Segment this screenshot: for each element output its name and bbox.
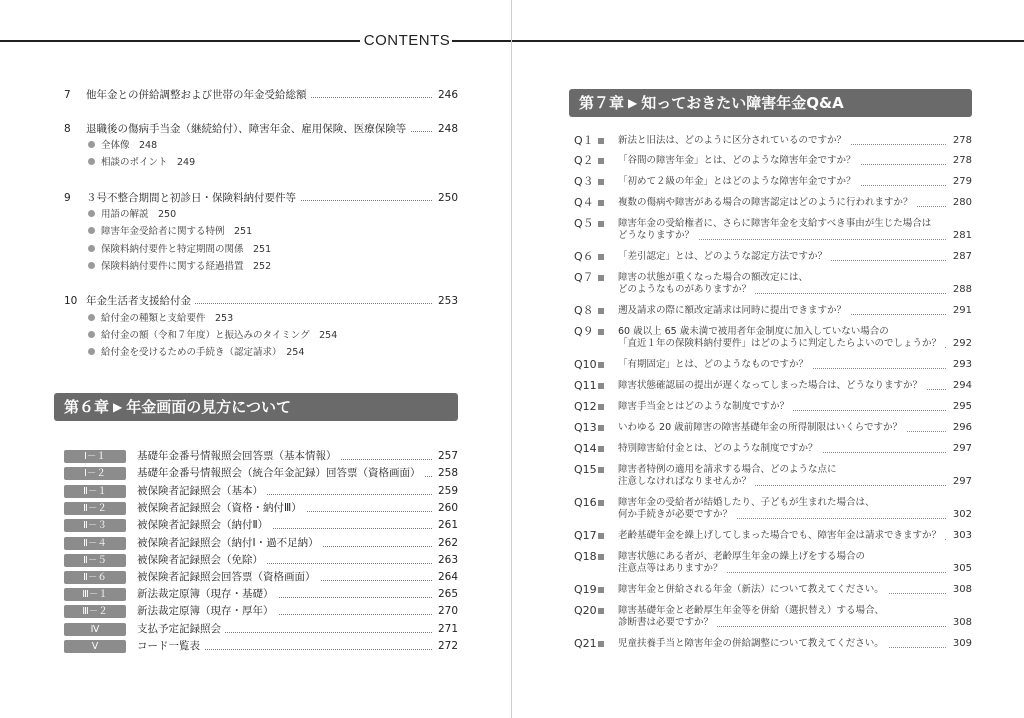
toc-section-10[interactable] <box>64 293 458 309</box>
square-bullet-icon <box>598 221 604 227</box>
screen-list-row[interactable] <box>64 569 458 586</box>
question-text: 60 歳以上 65 歳未満で被用者年金制度に加入していない場合の <box>618 326 889 337</box>
section-number: 9 <box>64 192 71 204</box>
question-text-line2: 何か手続きが必要ですか？ <box>618 508 736 522</box>
square-bullet-icon <box>598 500 604 506</box>
question-text: 障害状態にある者が、老齢厚生年金の繰上げをする場合の <box>618 551 866 562</box>
question-page: 292 <box>952 338 972 349</box>
bullet-icon <box>88 331 95 338</box>
question-page: 308 <box>952 617 972 628</box>
screen-code-badge: Ⅱ－３ <box>64 519 126 532</box>
question-text: 児童扶養手当と障害年金の併給調整について教えてください。 <box>618 637 888 651</box>
question-row[interactable] <box>574 154 972 170</box>
question-page: 309 <box>952 638 972 649</box>
screen-title: 基礎年金番号情報照会回答票（基本情報） <box>137 448 341 465</box>
page-title: CONTENTS <box>363 32 451 49</box>
question-number: Q４ <box>574 196 594 209</box>
question-text: 障害年金と併給される年金（新法）について教えてください。 <box>618 583 888 597</box>
question-page: 305 <box>952 563 972 574</box>
question-page: 303 <box>952 530 972 541</box>
square-bullet-icon <box>598 425 604 431</box>
screen-title: 新法裁定原簿（現存・基礎） <box>137 586 278 603</box>
screen-page: 270 <box>438 603 458 620</box>
screen-code-badge: Ⅱ－２ <box>64 502 126 515</box>
question-text: 老齢基礎年金を繰上げしてしまった場合でも、障害年金は請求できますか？ <box>618 529 945 543</box>
bullet-icon <box>88 158 95 165</box>
question-text: 「差引認定」とは、どのような認定方法ですか？ <box>618 250 831 264</box>
screen-page: 258 <box>438 465 458 482</box>
section-page: 250 <box>437 192 458 204</box>
question-text: 「初めて２級の年金」とはどのような障害年金ですか？ <box>618 175 860 189</box>
question-number: Q16 <box>574 496 597 509</box>
toc-subitem[interactable] <box>88 243 271 257</box>
question-number: Q20 <box>574 604 597 617</box>
question-text: 障害手当金とはどのような制度ですか？ <box>618 400 793 414</box>
section-title: 退職後の傷病手当金（継続給付）、障害年金、雇用保険、医療保険等 <box>86 121 410 137</box>
section-title: 年金生活者支援給付金 <box>86 293 195 309</box>
question-text-line2: どうなりますか？ <box>618 229 698 243</box>
screen-title: 被保険者記録照会（免除） <box>137 552 267 569</box>
square-bullet-icon <box>598 200 604 206</box>
screen-page: 264 <box>438 569 458 586</box>
header-rule-right <box>452 40 1024 42</box>
question-text: 障害基礎年金と老齢厚生年金等を併給（選択替え）する場合、 <box>618 605 885 616</box>
screen-page: 265 <box>438 586 458 603</box>
toc-subitem[interactable] <box>88 208 176 222</box>
screen-page: 262 <box>438 535 458 552</box>
question-row[interactable] <box>574 550 972 578</box>
question-page: 296 <box>952 422 972 433</box>
question-page: 291 <box>952 305 972 316</box>
question-row[interactable] <box>574 529 972 545</box>
question-text: 障害年金の受給者が結婚したり、子どもが生まれた場合は、 <box>618 497 875 508</box>
screen-page: 259 <box>438 483 458 500</box>
toc-subitem[interactable] <box>88 312 233 326</box>
screen-list-row[interactable] <box>64 483 458 500</box>
bullet-icon <box>88 314 95 321</box>
question-number: Q14 <box>574 442 597 455</box>
toc-subitem[interactable] <box>88 156 195 170</box>
question-page: 279 <box>952 176 972 187</box>
screen-page: 263 <box>438 552 458 569</box>
question-text: 複数の傷病や障害がある場合の障害認定はどのように行われますか？ <box>618 196 917 210</box>
question-text-line2: どのようなものがありますか？ <box>618 283 755 297</box>
bullet-icon <box>88 227 95 234</box>
toc-subitem[interactable] <box>88 346 304 360</box>
question-row[interactable] <box>574 379 972 395</box>
screen-title: 被保険者記録照会（納付Ⅱ） <box>137 517 272 534</box>
square-bullet-icon <box>598 404 604 410</box>
subitem-text: 給付金を受けるための手続き（認定請求） 254 <box>101 347 305 358</box>
square-bullet-icon <box>598 329 604 335</box>
square-bullet-icon <box>598 587 604 593</box>
chapter-label: 第７章 <box>579 94 625 112</box>
question-page: 302 <box>952 509 972 520</box>
subitem-text: 用語の解説 250 <box>101 209 177 220</box>
question-number: Q２ <box>574 154 594 167</box>
question-row[interactable] <box>574 271 972 299</box>
question-row[interactable] <box>574 175 972 191</box>
toc-section-7[interactable] <box>64 87 458 103</box>
question-number: Q６ <box>574 250 594 263</box>
question-text: 特別障害給付金とは、どのような制度ですか？ <box>618 442 822 456</box>
subitem-text: 相談のポイント 249 <box>101 157 196 168</box>
question-number: Q３ <box>574 175 594 188</box>
section-page: 248 <box>437 123 458 135</box>
question-number: Q21 <box>574 637 597 650</box>
question-page: 278 <box>952 135 972 146</box>
screen-title: 被保険者記録照会回答票（資格画面） <box>137 569 320 586</box>
screen-code-badge: Ⅱ－６ <box>64 571 126 584</box>
question-number: Q９ <box>574 325 594 338</box>
screen-list-row[interactable] <box>64 621 458 638</box>
question-page: 278 <box>952 155 972 166</box>
subitem-text: 保険料納付要件に関する経過措置 252 <box>101 261 272 272</box>
toc-subitem[interactable] <box>88 329 337 343</box>
screen-page: 271 <box>438 621 458 638</box>
question-text: 障害者特例の適用を請求する場合、どのような点に <box>618 464 837 475</box>
question-page: 288 <box>952 284 972 295</box>
question-row[interactable] <box>574 442 972 458</box>
question-number: Q18 <box>574 550 597 563</box>
question-number: Q10 <box>574 358 597 371</box>
subitem-text: 保険料納付要件と特定期間の関係 251 <box>101 244 272 255</box>
subitem-text: 給付金の種類と支給要件 253 <box>101 313 234 324</box>
square-bullet-icon <box>598 275 604 281</box>
screen-list-row[interactable] <box>64 448 458 465</box>
question-number: Q19 <box>574 583 597 596</box>
question-number: Q13 <box>574 421 597 434</box>
square-bullet-icon <box>598 608 604 614</box>
question-page: 295 <box>952 401 972 412</box>
question-text: 障害の状態が重くなった場合の額改定には、 <box>618 272 809 283</box>
question-row[interactable] <box>574 463 972 491</box>
question-row[interactable] <box>574 496 972 524</box>
subitem-text: 障害年金受給者に関する特例 251 <box>101 226 253 237</box>
chapter-6-heading[interactable] <box>54 393 458 421</box>
question-row[interactable] <box>574 134 972 150</box>
screen-title: コード一覧表 <box>137 638 204 655</box>
question-row[interactable] <box>574 217 972 245</box>
screen-code-badge: Ⅱ－１ <box>64 485 126 498</box>
question-row[interactable] <box>574 358 972 374</box>
question-page: 293 <box>952 359 972 370</box>
question-row[interactable] <box>574 325 972 353</box>
chapter-title: 年金画面の見方について <box>126 398 291 416</box>
screen-page: 257 <box>438 448 458 465</box>
section-title: ３号不整合期間と初診日・保険料納付要件等 <box>86 190 300 206</box>
square-bullet-icon <box>598 362 604 368</box>
screen-code-badge: Ⅴ <box>64 640 126 653</box>
screen-title: 被保険者記録照会（基本） <box>137 483 267 500</box>
bullet-icon <box>88 348 95 355</box>
square-bullet-icon <box>598 138 604 144</box>
question-page: 297 <box>952 443 972 454</box>
question-text-line2: 注意点等はありますか？ <box>618 562 727 576</box>
toc-section-9[interactable] <box>64 190 458 206</box>
section-page: 246 <box>437 89 458 101</box>
screen-list-row[interactable] <box>64 586 458 603</box>
page-gutter <box>511 0 512 718</box>
screen-code-badge: Ⅲ－２ <box>64 605 126 618</box>
screen-list-row[interactable] <box>64 465 458 482</box>
square-bullet-icon <box>598 308 604 314</box>
question-text: 障害年金の受給権者に、さらに障害年金を支給すべき事由が生じた場合は <box>618 218 932 229</box>
square-bullet-icon <box>598 641 604 647</box>
section-number: 8 <box>64 123 71 135</box>
question-page: 281 <box>952 230 972 241</box>
screen-list-row[interactable] <box>64 535 458 552</box>
question-row[interactable] <box>574 604 972 632</box>
question-row[interactable] <box>574 583 972 599</box>
question-number: Q12 <box>574 400 597 413</box>
question-row[interactable] <box>574 421 972 437</box>
chapter-7-heading[interactable] <box>569 89 972 117</box>
question-page: 294 <box>952 380 972 391</box>
question-text-line2: 診断書は必要ですか？ <box>618 616 717 630</box>
question-text: 障害状態確認届の提出が遅くなってしまった場合は、どうなりますか？ <box>618 379 926 393</box>
question-text: 遡及請求の際に額改定請求は同時に提出できますか？ <box>618 304 850 318</box>
section-number: 7 <box>64 89 71 101</box>
square-bullet-icon <box>598 467 604 473</box>
triangle-right-icon: ▶ <box>113 400 123 414</box>
question-page: 287 <box>952 251 972 262</box>
question-number: Q８ <box>574 304 594 317</box>
screen-list-row[interactable] <box>64 638 458 655</box>
screen-code-badge: Ⅲ－１ <box>64 588 126 601</box>
screen-list-row[interactable] <box>64 517 458 534</box>
screen-list-row[interactable] <box>64 500 458 517</box>
square-bullet-icon <box>598 533 604 539</box>
bullet-icon <box>88 245 95 252</box>
screen-page: 272 <box>438 638 458 655</box>
subitem-text: 全体像 248 <box>101 140 158 151</box>
question-text: 「有期固定」とは、どのようなものですか？ <box>618 358 812 372</box>
bullet-icon <box>88 141 95 148</box>
toc-subitem[interactable] <box>88 139 157 153</box>
screen-page: 260 <box>438 500 458 517</box>
chapter-title: 知っておきたい障害年金Q&A <box>641 94 844 112</box>
question-text: いわゆる 20 歳前障害の障害基礎年金の所得制限はいくらですか？ <box>618 421 906 435</box>
chapter-label: 第６章 <box>64 398 110 416</box>
header-rule-left <box>0 40 360 42</box>
subitem-text: 給付金の額（令和７年度）と振込みのタイミング 254 <box>101 330 338 341</box>
square-bullet-icon <box>598 446 604 452</box>
screen-code-badge: Ⅱ－４ <box>64 537 126 550</box>
screen-list-row[interactable] <box>64 552 458 569</box>
toc-subitem[interactable] <box>88 225 252 239</box>
question-number: Q５ <box>574 217 594 230</box>
question-number: Q17 <box>574 529 597 542</box>
screen-title: 基礎年金番号情報照会（統合年金記録）回答票（資格画面） <box>137 465 425 482</box>
square-bullet-icon <box>598 179 604 185</box>
screen-code-badge: Ⅳ <box>64 623 126 636</box>
question-row[interactable] <box>574 304 972 320</box>
section-title: 他年金との併給調整および世帯の年金受給総額 <box>86 87 311 103</box>
question-number: Q７ <box>574 271 594 284</box>
question-number: Q１ <box>574 134 594 147</box>
toc-section-8[interactable] <box>64 121 458 137</box>
screen-code-badge: Ⅱ－５ <box>64 554 126 567</box>
question-number: Q15 <box>574 463 597 476</box>
square-bullet-icon <box>598 158 604 164</box>
screen-code-badge: Ⅰ－１ <box>64 450 126 463</box>
bullet-icon <box>88 210 95 217</box>
question-text-line2: 「直近１年の保険料納付要件」はどのように判定したらよいのでしょうか？ <box>618 337 945 351</box>
screen-title: 新法裁定原簿（現存・厚年） <box>137 603 278 620</box>
question-page: 280 <box>952 197 972 208</box>
screen-code-badge: Ⅰ－２ <box>64 467 126 480</box>
question-page: 308 <box>952 584 972 595</box>
question-number: Q11 <box>574 379 597 392</box>
toc-subitem[interactable] <box>88 260 271 274</box>
screen-page: 261 <box>438 517 458 534</box>
question-row[interactable] <box>574 400 972 416</box>
screen-list-row[interactable] <box>64 603 458 620</box>
square-bullet-icon <box>598 383 604 389</box>
question-text: 新法と旧法は、どのように区分されているのですか？ <box>618 134 850 148</box>
screen-title: 被保険者記録照会（資格・納付Ⅲ） <box>137 500 306 517</box>
square-bullet-icon <box>598 254 604 260</box>
triangle-right-icon: ▶ <box>628 96 638 110</box>
question-text-line2: 注意しなければなりませんか？ <box>618 475 755 489</box>
screen-title: 支払予定記録照会 <box>137 621 225 638</box>
screen-title: 被保険者記録照会（納付Ⅰ・過不足納） <box>137 535 323 552</box>
square-bullet-icon <box>598 554 604 560</box>
question-row[interactable] <box>574 250 972 266</box>
question-row[interactable] <box>574 637 972 653</box>
bullet-icon <box>88 262 95 269</box>
question-text: 「谷間の障害年金」とは、どのような障害年金ですか？ <box>618 154 860 168</box>
section-number: 10 <box>64 295 78 307</box>
question-row[interactable] <box>574 196 972 212</box>
section-page: 253 <box>437 295 458 307</box>
question-page: 297 <box>952 476 972 487</box>
